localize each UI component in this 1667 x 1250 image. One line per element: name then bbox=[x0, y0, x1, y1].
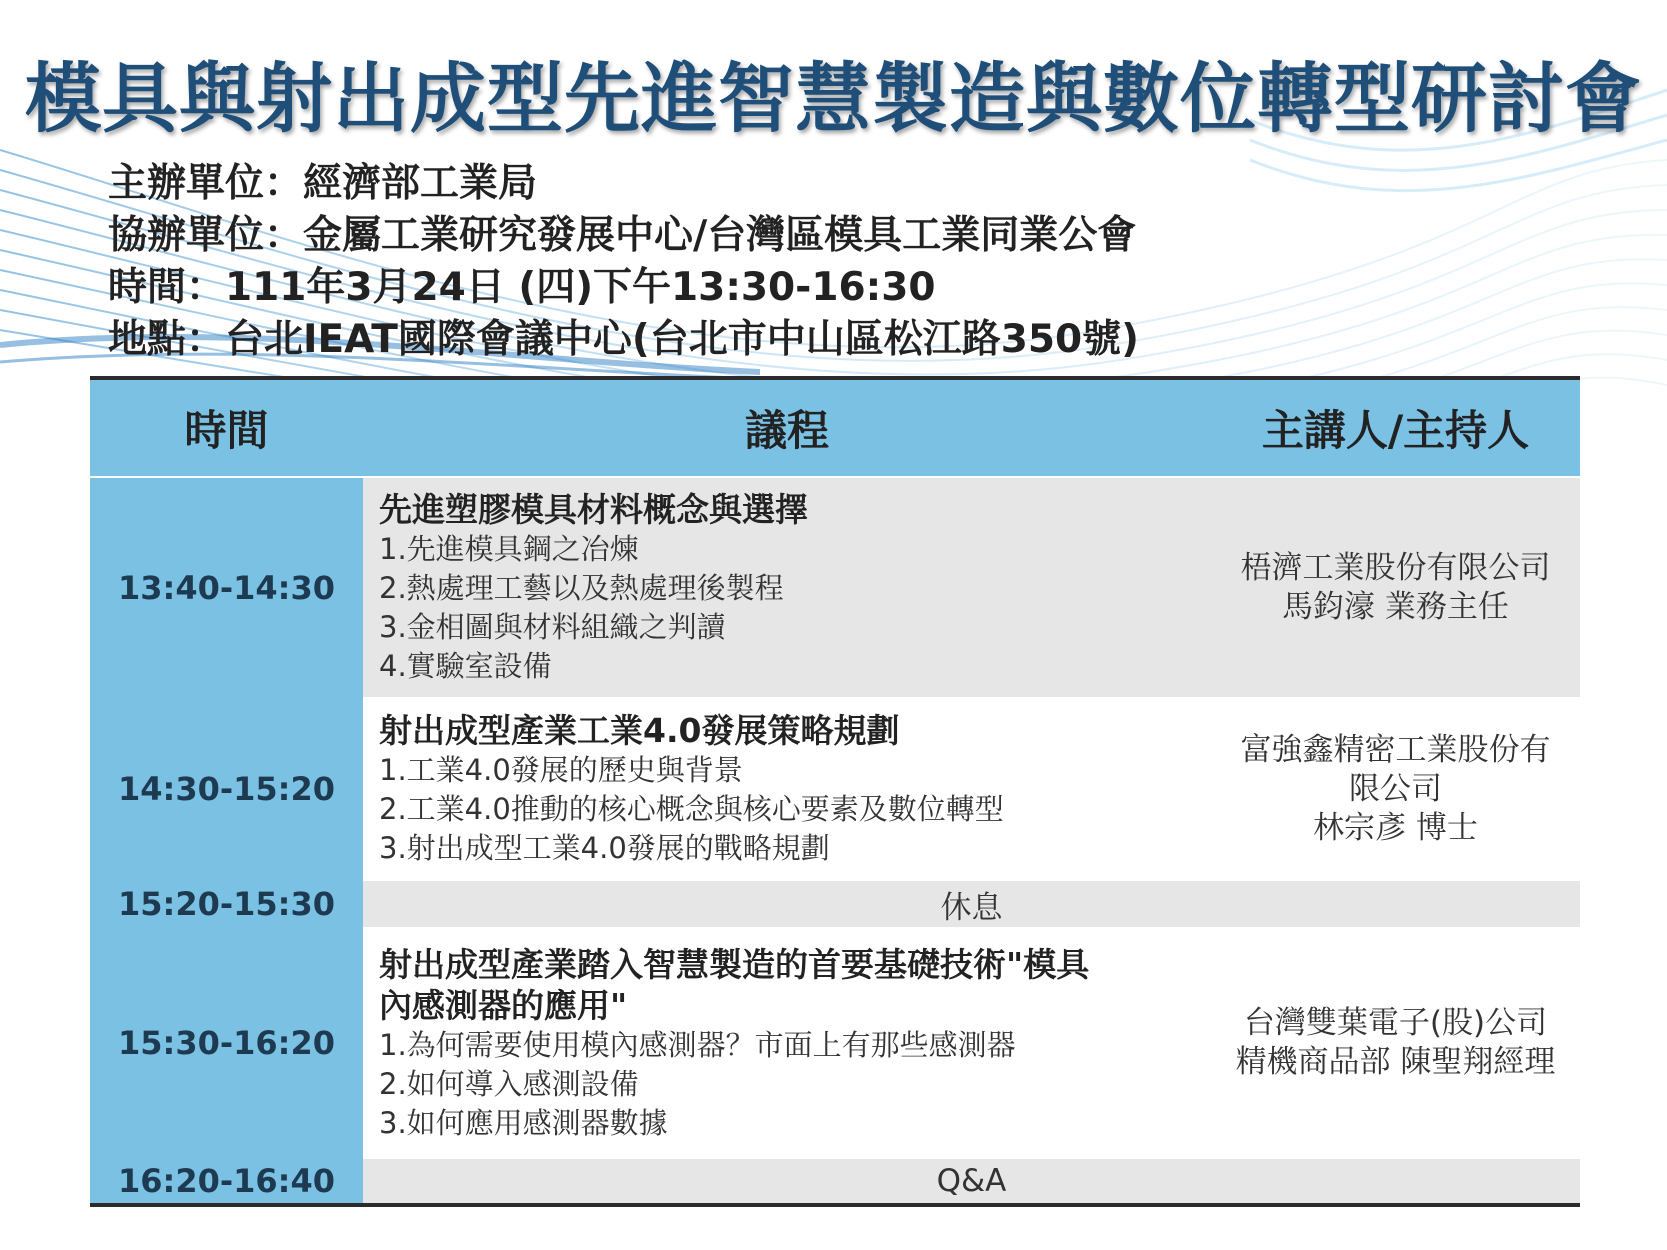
table-row bbox=[90, 477, 1580, 697]
session-time: 15:20-15:30 bbox=[90, 881, 363, 927]
page-title: 模具與射出成型先進智慧製造與數位轉型研討會 bbox=[25, 54, 1642, 143]
header-agenda: 議程 bbox=[363, 378, 1211, 477]
session-speaker bbox=[1211, 477, 1580, 697]
agenda-item: 2.工業4.0推動的核心概念與核心要素及數位轉型 bbox=[379, 792, 1004, 826]
header-time: 時間 bbox=[90, 378, 363, 477]
agenda-item: 2.如何導入感測設備 bbox=[379, 1066, 639, 1101]
speaker-line: 林宗彥 博士 bbox=[1313, 809, 1478, 846]
session-speaker bbox=[1211, 697, 1580, 881]
session-time: 15:30-16:20 bbox=[90, 927, 363, 1159]
qa-label: Q&A bbox=[363, 1159, 1580, 1205]
agenda-item: 3.如何應用感測器數據 bbox=[379, 1105, 668, 1140]
session-time: 14:30-15:20 bbox=[90, 697, 363, 881]
table-row bbox=[90, 881, 1580, 927]
speaker-line: 台灣雙葉電子(股)公司 bbox=[1243, 1005, 1548, 1041]
session-topic: 射出成型產業踏入智慧製造的首要基礎技術"模具 bbox=[379, 944, 1090, 984]
agenda-item: 4.實驗室設備 bbox=[379, 649, 552, 683]
co-organizer-line: 協辦單位：金屬工業研究發展中心/台灣區模具工業同業公會 bbox=[108, 213, 1137, 258]
table-row bbox=[90, 697, 1580, 881]
table-header-row bbox=[90, 378, 1580, 477]
speaker-line: 限公司 bbox=[1349, 770, 1442, 807]
organizer-line: 主辦單位：經濟部工業局 bbox=[108, 161, 538, 206]
session-speaker bbox=[1211, 927, 1580, 1159]
agenda-item: 2.熱處理工藝以及熱處理後製程 bbox=[379, 571, 784, 605]
session-topic: 先進塑膠模具材料概念與選擇 bbox=[379, 490, 808, 529]
event-time-line: 時間：111年3月24日 (四)下午13:30-16:30 bbox=[108, 265, 936, 310]
session-time: 16:20-16:40 bbox=[90, 1159, 363, 1205]
agenda-item: 1.為何需要使用模內感測器？市面上有那些感測器 bbox=[379, 1027, 1016, 1062]
session-topic: 內感測器的應用" bbox=[379, 985, 628, 1025]
speaker-line: 馬鈞濠 業務主任 bbox=[1282, 588, 1509, 625]
speaker-line: 梧濟工業股份有限公司 bbox=[1240, 549, 1551, 586]
agenda-item: 1.先進模具鋼之冶煉 bbox=[379, 532, 639, 566]
speaker-line: 精機商品部 陳聖翔經理 bbox=[1235, 1044, 1556, 1080]
session-agenda bbox=[363, 927, 1211, 1159]
table-row bbox=[90, 1159, 1580, 1205]
session-topic: 射出成型產業工業4.0發展策略規劃 bbox=[379, 711, 900, 750]
agenda-item: 3.射出成型工業4.0發展的戰略規劃 bbox=[379, 831, 830, 865]
session-time: 13:40-14:30 bbox=[90, 477, 363, 697]
agenda-item: 1.工業4.0發展的歷史與背景 bbox=[379, 753, 743, 787]
agenda-table bbox=[90, 376, 1580, 1207]
table-row bbox=[90, 927, 1580, 1159]
event-info bbox=[108, 158, 1568, 366]
header-speaker: 主講人/主持人 bbox=[1211, 378, 1580, 477]
speaker-line: 富強鑫精密工業股份有 bbox=[1240, 731, 1551, 768]
agenda-item: 3.金相圖與材料組織之判讀 bbox=[379, 610, 726, 644]
venue-line: 地點：台北IEAT國際會議中心(台北市中山區松江路350號) bbox=[108, 317, 1139, 362]
session-agenda bbox=[363, 477, 1211, 697]
break-label: 休息 bbox=[363, 881, 1580, 927]
session-agenda bbox=[363, 697, 1211, 881]
